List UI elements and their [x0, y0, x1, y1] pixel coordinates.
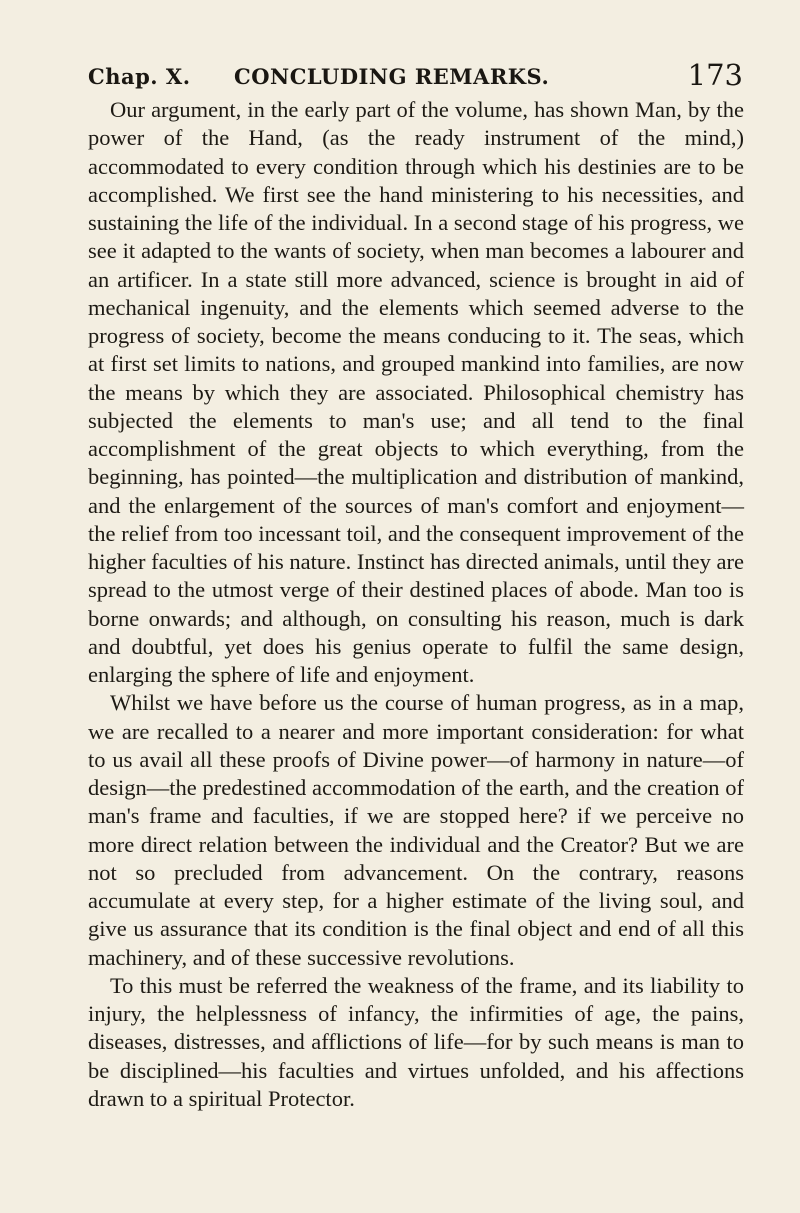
paragraph-2: Whilst we have before us the course of human progress, as in a map, we are recalled to a nearer and more important consideration: for what to us avail all these proofs of Divine power—of harmony in nature—of design—the predestined accommodation of the earth, and the creation of man's frame and faculties, if we are stopped here? if we perceive no more direct relation between the individual and the Creator? But we are not so precluded from advancement. On the contrary, reasons accumulate at every step, for a higher estimate of the living soul, and give us assurance that its condition is the final object and end of all this machinery, and of these successive revolutions. [88, 690, 744, 970]
body-text [88, 96, 744, 1113]
chapter-title: CONCLUDING REMARKS. [234, 64, 550, 89]
chapter-label: Chap. X. [88, 64, 191, 89]
page-number: 173 [687, 58, 743, 92]
running-header [88, 58, 743, 94]
paragraph-1: Our argument, in the early part of the volume, has shown Man, by the power of the Hand, (as the ready instrument of the mind,) accommodated to every condition through which his destinies are to be accomplished. We first see the hand ministering to his necessities, and sustaining the life of the individual. In a second stage of his progress, we see it adapted to the wants of society, when man becomes a labourer and an artificer. In a state still more advanced, science is brought in aid of mechanical ingenuity, and the elements which seemed adverse to the progress of society, become the means conducing to it. The seas, which at first set limits to nations, and grouped mankind into families, are now the means by which they are associated. Philosophical chemistry has subjected the elements to man's use; and all tend to the final accomplishment of the great objects to which everything, from the beginning, has pointed—the multiplication and distribution of mankind, and the enlargement of the sources of man's comfort and enjoyment—the relief from too incessant toil, and the consequent improvement of the higher faculties of his nature. Instinct has directed animals, until they are spread to the utmost verge of their destined places of abode. Man too is borne onwards; and although, on consulting his reason, much is dark and doubtful, yet does his genius operate to fulfil the same design, enlarging the sphere of life and enjoyment. [88, 97, 744, 687]
paragraph-3: To this must be referred the weakness of the frame, and its liability to injury, the helplessness of infancy, the infirmities of age, the pains, diseases, distresses, and afflictions of life—for by such means is man to be disciplined—his faculties and virtues unfolded, and his affections drawn to a spiritual Protector. [88, 972, 744, 1111]
